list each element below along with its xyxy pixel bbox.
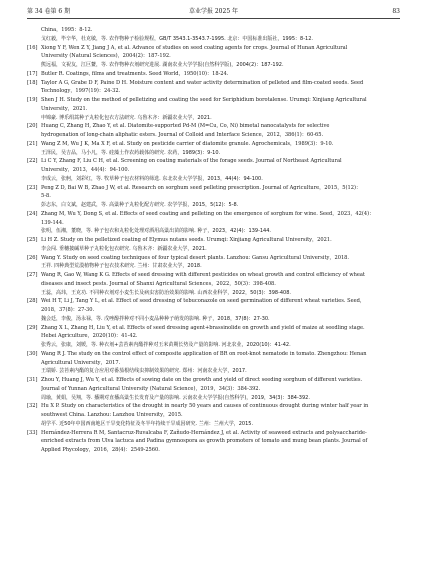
reference-item <box>27 429 401 455</box>
reference-number: [31] <box>27 377 38 383</box>
page-number: 83 <box>392 8 400 15</box>
reference-item <box>27 96 401 122</box>
reference-line: Wang R J. The study on the control effect of composite application of BR on root-knot nematode in tomato. Zhengzhou: Henan <box>41 350 367 357</box>
reference-number: [17] <box>27 70 38 77</box>
reference-item <box>27 122 401 140</box>
reference-line: Zhang X L, Zhang H, Liu Y, et al. Effects of seed dressing agent+brassinolide on growth and yield of maize at seedling stage. <box>41 324 365 331</box>
reference-line: 李成云，张舸，刘彩红，等. 牧草种子包衣材料的筛选. 东北农业大学学报，2013，44(4)：94-100. <box>41 175 263 182</box>
reference-line: 熊远福，文祝友，江巨鳌，等. 农作物种衣剂研究进展. 湖南农业大学学报(自然科学版)，2004(2)：187-192. <box>41 62 284 68</box>
reference-line: Shen J H. Study on the method of pelletizing and coating the seed for Seriphidium borotalense. Urumqi: Xinjiang Agricultural <box>41 97 367 103</box>
reference-line: Zhang M, Wu Y, Dong S, et al. Effects of seed coating and pelleting on the emergence of sorghum for wine. Seed，2023，42(4)： <box>41 210 375 217</box>
reference-line: Li H Z. Study on the pelletized coating of Elymus nutans seeds. Urumqi: Xinjiang Agricultural University，2021. <box>41 237 332 243</box>
reference-line: 彭志东，白文斌，赵建武，等. 高粱种子丸粒化配方研究. 农学学报，2015，5(12)：5-8. <box>41 202 239 208</box>
reference-number: [33] <box>27 429 38 436</box>
reference-line: 王祥. 四种典型荒漠植物种子包衣技术研究. 兰州：甘肃农业大学，2018. <box>41 263 202 270</box>
reference-number: [23] <box>27 184 38 191</box>
reference-line: Hernández-Herrera R M, Santacruz-Ruvalcaba F, Zañudo-Hernández J, et al. Activity of seaweed extracts and polysaccharide- <box>41 429 367 436</box>
reference-line: Hebei Agriculture，2020(10)：41-42. <box>41 333 138 340</box>
reference-line: 胡学平. 近50年中国西南地区干旱变化特征及冬半年持续干旱成因研究. 兰州：兰州大学，2015. <box>41 420 254 427</box>
running-header <box>27 6 400 19</box>
reference-line: enriched extracts from Ulva lactuca and Padina gymnospora as growth promoters of tomato and mung bean plants. Journal of <box>41 438 368 445</box>
reference-line: Zhou Y, Huang J, Wu Y, et al. Effects of sowing date on the growth and yield of direct seeding sorghum of different varieties. <box>41 377 363 383</box>
reference-line: diseases and insect pests. Journal of Shanxi Agricultural Sciences，2022，50(3)：398-408. <box>41 280 276 287</box>
reference-line: Peng Z D, Bai W B, Zhao J W, et al. Research on sorghum seed pelleting prescription. Journal of Agriculture，2015，5(12)： <box>41 184 362 191</box>
reference-item <box>27 236 401 254</box>
reference-number: [25] <box>27 237 38 243</box>
reference-line: 王泽民，吴吉品，马小凡，等. 硅藻土作农药载体的研究. 农药，1989(3)：9-10. <box>41 149 221 156</box>
reference-line: 张秀云，张康，刘媛，等. 种衣剂+芸苔素内酯拌种对玉米苗期长势及产量的影响. 河北农业，2020(10)：41-42. <box>41 342 291 348</box>
reference-line: 张明，伍湘，董晓，等. 种子包衣和丸粒化处理对酒用高粱出苗的影响. 种子，2023，42(4)：139-144. <box>41 228 272 235</box>
journal-title-year: 草业学报 2025 年 <box>188 8 239 15</box>
reference-line: Journal of Yunnan Agricultural University (Natural Science)，2019，34(3)：384-392. <box>41 385 261 392</box>
reference-line: Huang C, Zhang H, Zhao Y, et al. Diatomite-supported Pd-M (M=Cu, Co, Ni) bimetal nanocatalysts for selective <box>41 123 330 130</box>
reference-item <box>27 402 401 428</box>
reference-item <box>27 376 401 402</box>
reference-number: [28] <box>27 298 38 305</box>
reference-line: Wei H T, Li J, Tang Y L, et al. Effect of seed dressing of tebuconazole on seed germination of different wheat varieties. Seed， <box>41 298 366 305</box>
reference-line: Wang Z M, Wu J K, Ma X F, et al. Study on pesticide carrier of diatomite granule. Agrochemicals，1989(3)：9-10. <box>41 140 334 147</box>
reference-item <box>27 254 401 272</box>
reference-line: University (Natural Sciences)，2004(2)：187-192. <box>41 53 171 60</box>
reference-line: southwest China. Lanzhou: Lanzhou University，2015. <box>41 412 183 418</box>
reference-line: 魏会廷，李俊，汤永禄，等. 戊唑醇拌种对不同小麦品种种子萌发的影响. 种子，2018，37(8)：27-30. <box>41 315 270 322</box>
reference-number: [22] <box>27 158 38 165</box>
reference-number: [26] <box>27 254 38 261</box>
reference-number: [21] <box>27 140 38 147</box>
reference-item <box>27 26 401 44</box>
reference-line: 王瑞娇. 芸苔素内酯的复合应用对番茄根结线虫抑制效果的研究. 郑州：河南农业大学，2017. <box>41 368 247 375</box>
reference-number: [20] <box>27 123 38 130</box>
reference-list <box>27 26 401 455</box>
reference-line: 王蕊，高玮，王克功. 不同种衣剂对小麦生长及病虫害防治效果的影响. 山西农业科学，2022，50(3)：398-408. <box>41 289 292 296</box>
reference-item <box>27 297 401 323</box>
journal-volume-issue: 第 34 卷第 6 期 <box>27 8 71 15</box>
reference-number: [19] <box>27 97 38 103</box>
reference-item <box>27 271 401 297</box>
reference-number: [16] <box>27 44 38 51</box>
reference-item <box>27 350 401 376</box>
reference-line: hydrogenation of long-chain aliphatic esters. Journal of Colloid and Interface Science，2012，386(1)：60-65. <box>41 132 324 138</box>
reference-line: 5-8. <box>41 193 51 200</box>
reference-item <box>27 210 401 236</box>
reference-item <box>27 79 401 97</box>
reference-number: [24] <box>27 210 38 217</box>
reference-line: Butler R. Coatings, films and treatments. Seed World，1950(10)：18-24. <box>41 70 229 77</box>
reference-line: Wang R, Gao W, Wang K G. Effects of seed dressing with different pesticides on wheat growth and control efficiency of wheat <box>41 272 365 278</box>
reference-line: 2018，37(8)：27-30. <box>41 307 95 313</box>
reference-line: Wang Y. Study on seed coating techniques of four typical desert plants. Lanzhou: Gansu Agricultural University，2018. <box>41 254 350 261</box>
reference-line: 申锦豪. 博乐绢蒿种子丸粒化包衣方法研究. 乌鲁木齐：新疆农业大学，2021. <box>41 114 212 121</box>
reference-item <box>27 70 401 79</box>
reference-number: [30] <box>27 350 38 357</box>
reference-line: 周瑜，黄娟，吴翔，等. 播期对直播高粱生长发育及产量的影响. 云南农业大学学报(自然科学)，2019，34(3)：384-392. <box>41 394 310 401</box>
reference-line: 李会闯. 垂穗披碱草种子丸粒化包衣研究. 乌鲁木齐：新疆农业大学，2021. <box>41 245 207 252</box>
reference-number: [29] <box>27 324 38 331</box>
reference-line: Xiong Y F, Wen Z Y, Jiang J A, et al. Advance of studies on seed coating agents for crops. Journal of Hunan Agricultural <box>41 44 348 51</box>
reference-item <box>27 184 401 210</box>
reference-line: Taylor A G, Grabe D F, Paine D H. Moisture content and water activity determination of pelleted and film-coated seeds. Seed <box>41 79 364 86</box>
reference-item <box>27 140 401 158</box>
reference-item <box>27 44 401 70</box>
reference-number: [32] <box>27 403 38 410</box>
reference-number: [27] <box>27 272 38 278</box>
reference-line: Agricultural University，2017. <box>41 359 121 366</box>
reference-line: University，2021. <box>41 105 88 112</box>
reference-item <box>27 157 401 183</box>
reference-line: Technology，1997(19)：24-32. <box>41 88 121 95</box>
reference-line: Applied Phycology，2016，28(4)：2549-2560. <box>41 447 160 453</box>
reference-line: 139-144. <box>41 219 64 226</box>
reference-line: Hu X P. Study on characteristics of the drought in nearly 50 years and causes of continuous drought during winter half year in <box>41 403 369 410</box>
reference-line: 戈红毅，毕辛华，杜克敏，等. 农作物种子检验规程，GB/T 3543.1-3543.7-1995. 北京：中国标准出版社，1995：8-12. <box>41 35 313 42</box>
reference-line: University，2013，44(4)：94-100. <box>41 167 130 173</box>
reference-number: [18] <box>27 79 38 86</box>
reference-item <box>27 324 401 350</box>
reference-line: Li C Y, Zhang F, Liu C H, et al. Screening on coating materials of the forage seeds. Journal of Northeast Agricultural <box>41 158 342 165</box>
reference-line: China，1995：8-12. <box>41 27 93 33</box>
